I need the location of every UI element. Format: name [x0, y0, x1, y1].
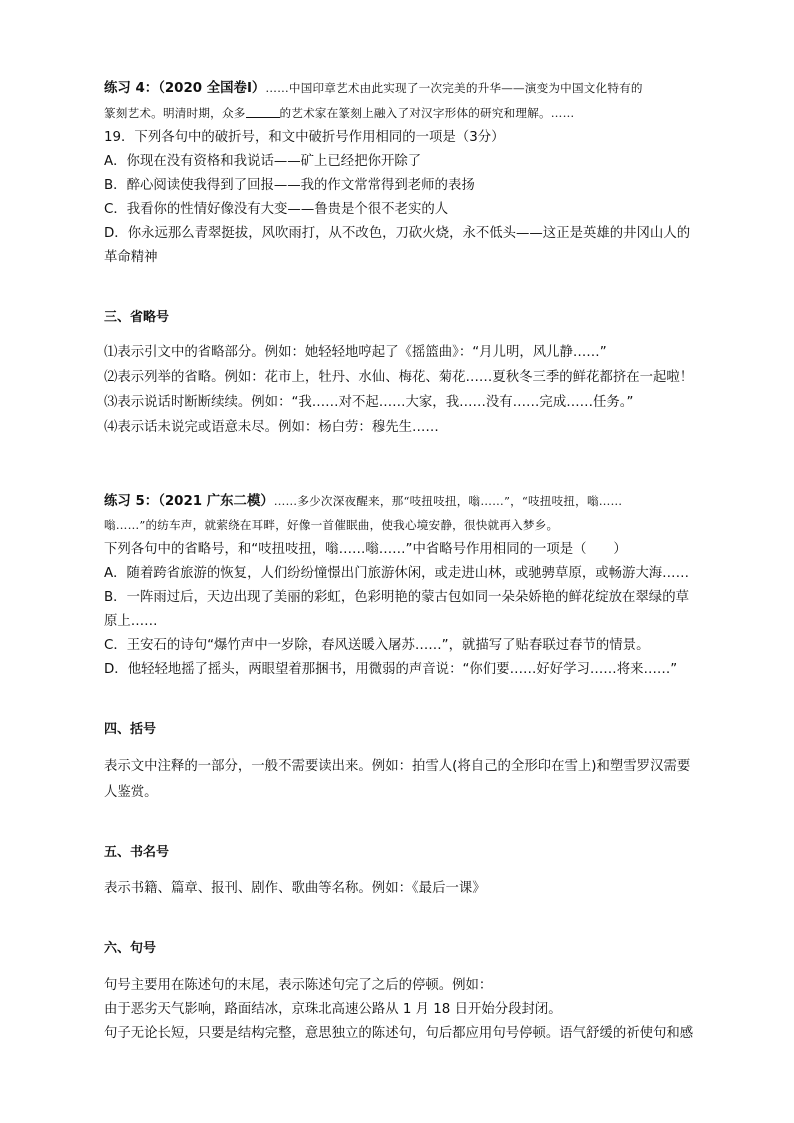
exercise-4-passage-line-1: ……中国印章艺术由此实现了一次完美的升华——演变为中国文化特有的 — [265, 81, 643, 95]
section-6-body-line-1: 句号主要用在陈述句的末尾，表示陈述句完了之后的停顿。例如： — [104, 978, 493, 993]
section-3-item-2: ⑵表示列举的省略。例如：花市上，牡丹、水仙、梅花、菊花……夏秋冬三季的鲜花都挤在一起啦！ — [104, 370, 694, 385]
exercise-4-label: 练习 4： — [104, 81, 159, 96]
exercise-5-option-b-cont: 原上…… — [104, 614, 158, 629]
exercise-4-option-d: D．你永远那么青翠挺拔，风吹雨打，从不改色，刀砍火烧，永不低头——这正是英雄的井冈山人的 — [104, 226, 691, 241]
exercise-4-option-b: B．醉心阅读使我得到了回报——我的作文常常得到老师的表扬 — [104, 178, 475, 193]
section-6-body-line-2: 由于恶劣天气影响，路面结冰，京珠北高速公路从 1 月 18 日开始分段封闭。 — [104, 1002, 562, 1017]
fill-in-blank — [246, 105, 280, 118]
section-3-item-3: ⑶表示说话时断断续续。例如：“我……对不起……大家，我……没有……完成……任务。” — [104, 395, 634, 410]
exercise-5-option-c: C．王安石的诗句“爆竹声中一岁除，春风送暖入屠苏……”，就描写了贴春联过春节的情景。 — [104, 638, 650, 653]
section-5-body: 表示书籍、篇章、报刊、剧作、歌曲等名称。例如：《最后一课》 — [104, 881, 486, 896]
exercise-4-passage-line-2: 篆刻艺术。明清时期，众多 的艺术家在篆刻上融入了对汉字形体的研究和理解。…… — [104, 106, 575, 120]
section-3-item-4: ⑷表示话未说完或语意未尽。例如：杨白劳：穆先生…… — [104, 420, 439, 435]
exercise-5-passage-line-1: ……多少次深夜醒来，那“吱扭吱扭，嗡……”，“吱扭吱扭，嗡…… — [273, 494, 623, 508]
section-6-heading: 六、句号 — [104, 941, 157, 956]
exercise-5-source: （2021 广东二模） — [158, 494, 274, 509]
exercise-5-option-b: B．一阵雨过后，天边出现了美丽的彩虹，色彩明艳的蒙古包如同一朵朵娇艳的鲜花绽放在翠绿的草 — [104, 590, 689, 605]
exercise-4-option-d-cont: 革命精神 — [104, 250, 158, 265]
exercise-4-option-a: A．你现在没有资格和我说话——矿上已经把你开除了 — [104, 154, 422, 169]
exercise-4-source: （2020 全国卷Ⅰ） — [158, 81, 266, 96]
exercise-4-option-c: C．我看你的性情好像没有大变——鲁贵是个很不老实的人 — [104, 202, 449, 217]
section-4-heading: 四、括号 — [104, 722, 157, 737]
exercise-5-question: 下列各句中的省略号，和“吱扭吱扭，嗡……嗡……”中省略号作用相同的一项是（ ） — [104, 542, 627, 557]
section-3-item-1: ⑴表示引文中的省略部分。例如：她轻轻地哼起了《摇篮曲》：“月儿明，风儿静……” — [104, 345, 607, 360]
exercise-5-passage-line-2: 嗡……”的纺车声，就萦绕在耳畔，好像一首催眠曲，使我心境安静，很快就再入梦乡。 — [104, 518, 559, 532]
exercise-5-option-d: D．他轻轻地摇了摇头，两眼望着那捆书，用微弱的声音说：“你们要……好好学习……将来……” — [104, 662, 678, 677]
section-4-body-line-1: 表示文中注释的一部分，一般不需要读出来。例如：拍雪人(将自己的全形印在雪上)和塑雪罗汉需要 — [104, 759, 691, 774]
exercise-5-option-a: A．随着跨省旅游的恢复，人们纷纷憧憬出门旅游休闲，或走进山林，或驰骋草原，或畅游大海…… — [104, 566, 689, 581]
exercise-4-question: 19．下列各句中的破折号，和文中破折号作用相同的一项是（3分） — [104, 130, 505, 145]
section-6-body-line-3: 句子无论长短，只要是结构完整，意思独立的陈述句，句后都应用句号停顿。语气舒缓的祈使句和感 — [104, 1026, 694, 1041]
exercise-5-label: 练习 5： — [104, 494, 159, 509]
section-5-heading: 五、书名号 — [104, 845, 170, 860]
exercise-4-header — [104, 79, 643, 98]
exercise-5-header — [104, 492, 622, 511]
section-3-heading: 三、省略号 — [104, 310, 170, 325]
section-4-body-line-2: 人鉴赏。 — [104, 785, 158, 800]
